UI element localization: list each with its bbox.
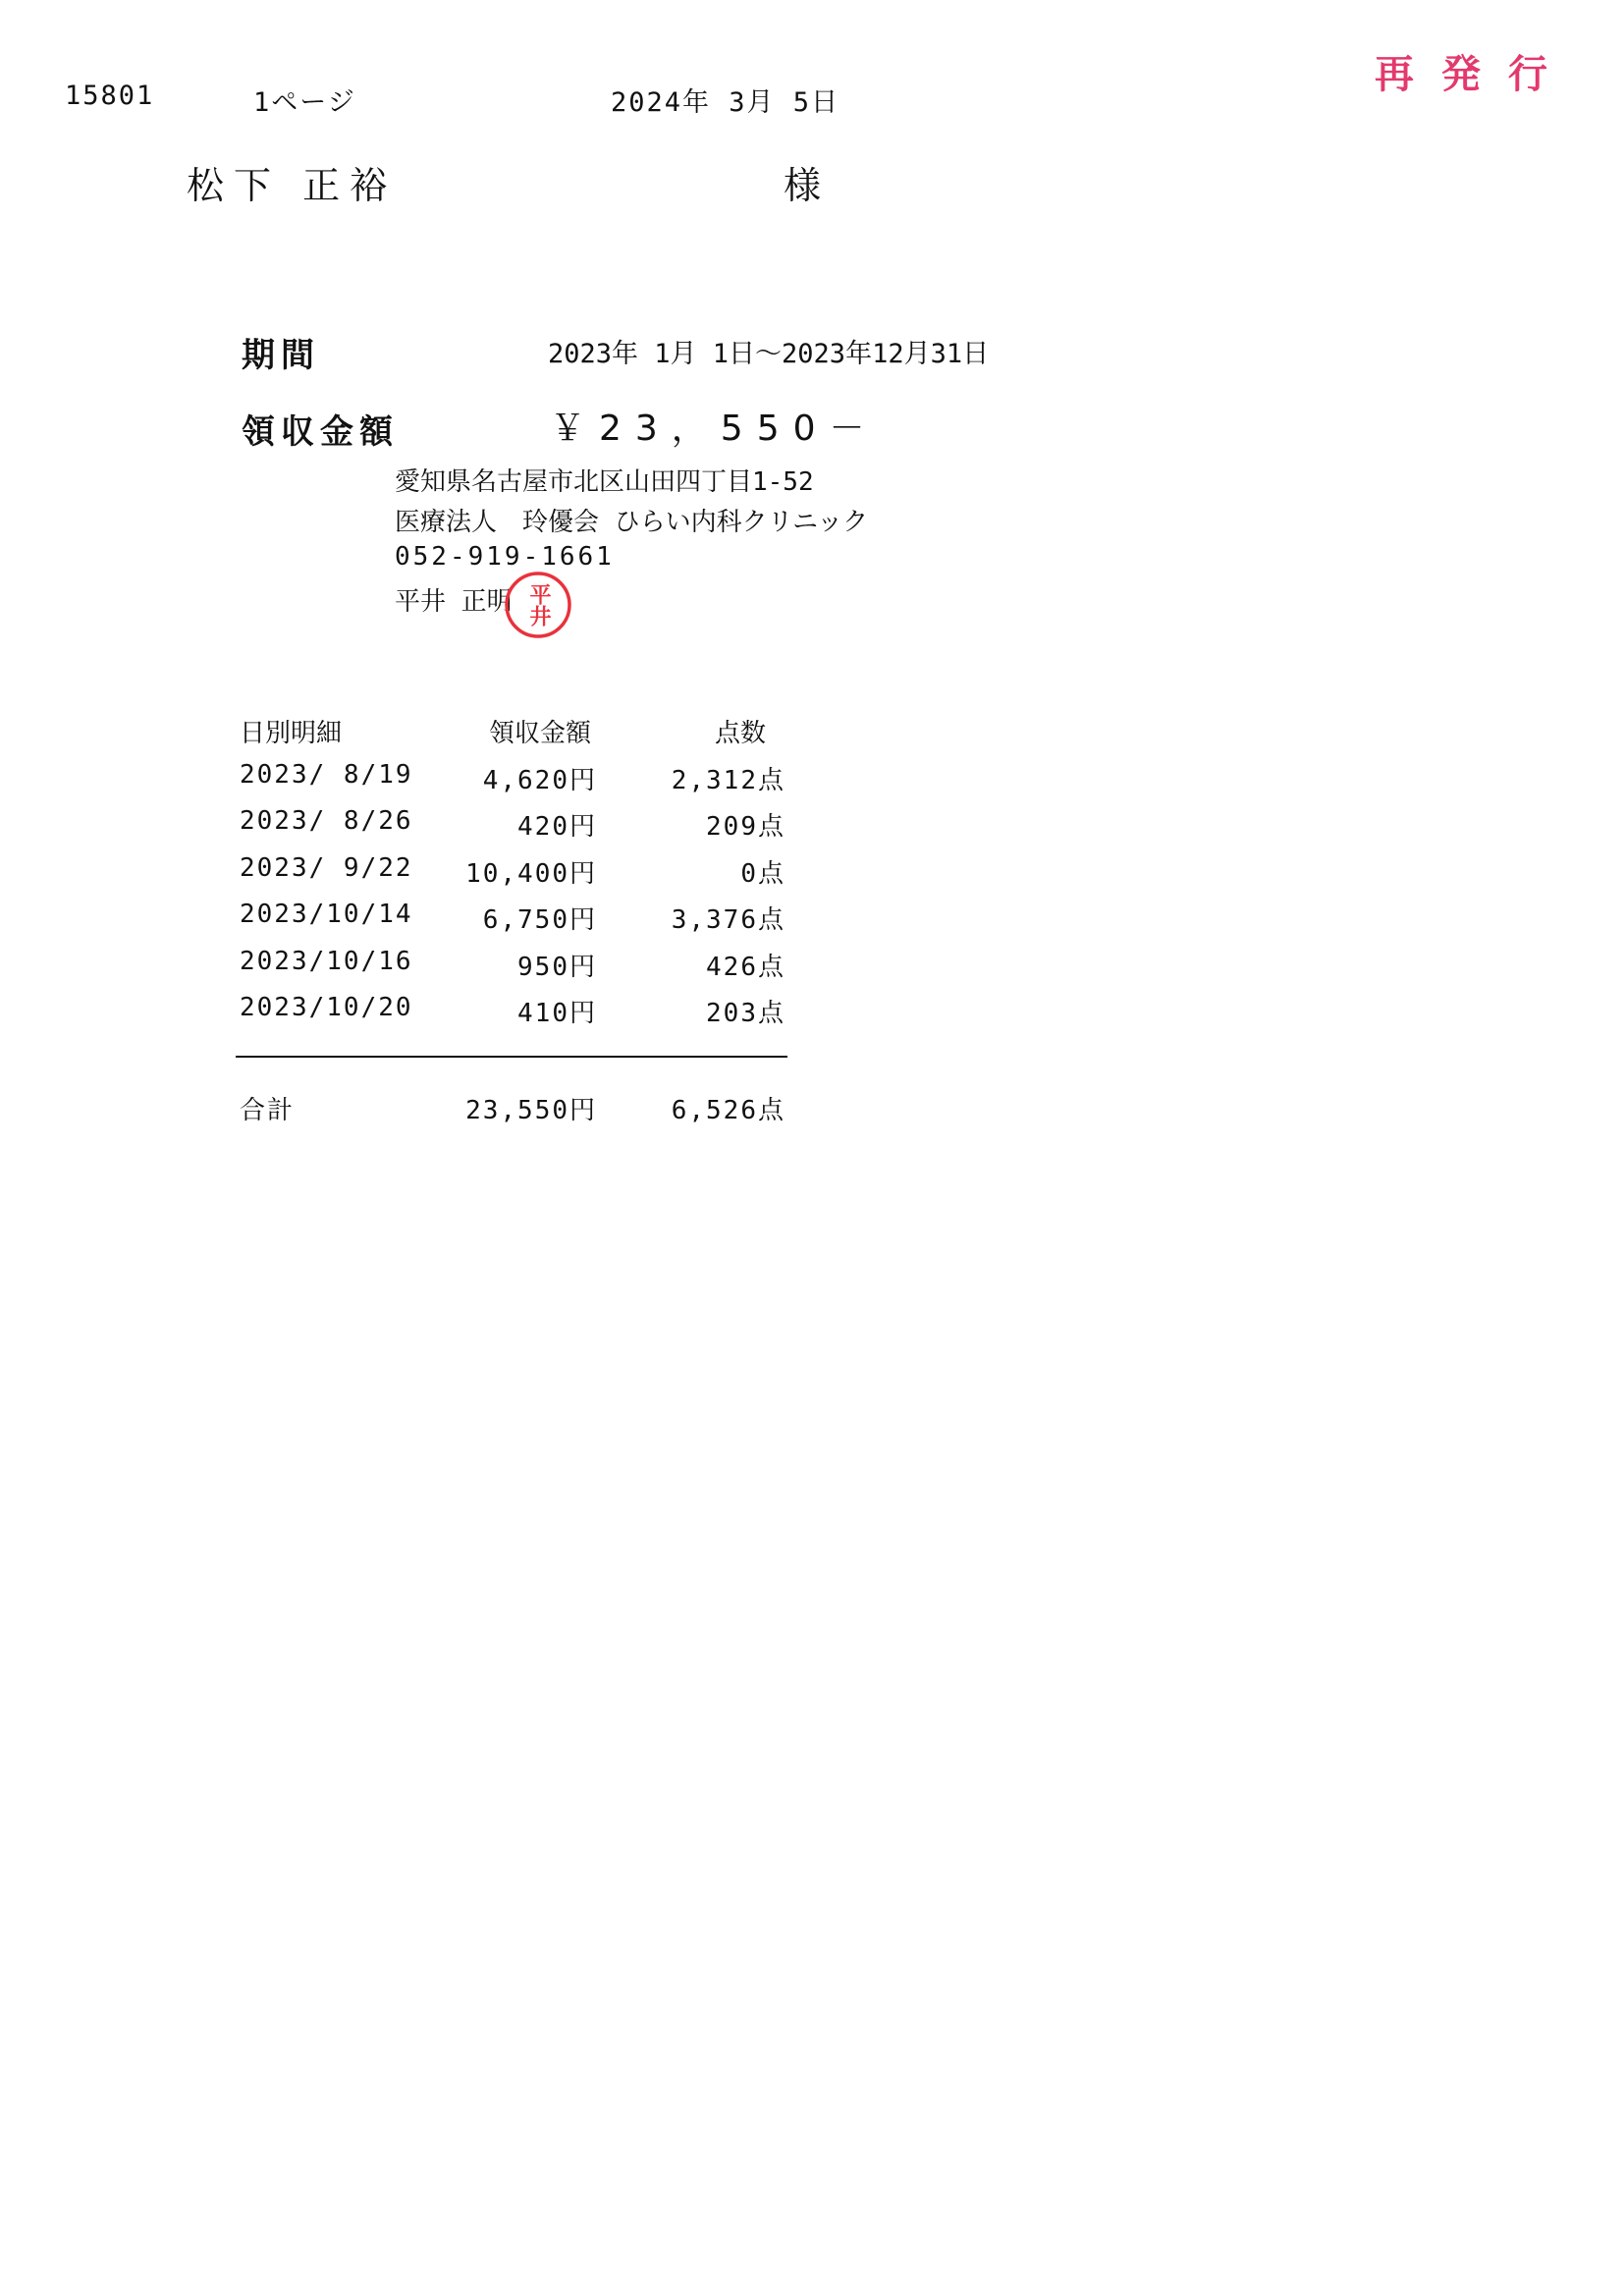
seal-stamp-icon xyxy=(503,570,573,640)
row-amount: 10,400円 xyxy=(465,858,597,889)
daily-detail-table xyxy=(236,713,787,1040)
row-amount: 410円 xyxy=(517,999,597,1028)
recipient-honorific: 様 xyxy=(784,164,822,207)
table-row xyxy=(236,947,787,994)
table-row xyxy=(236,760,787,807)
table-header-row xyxy=(236,713,787,760)
seal-text: 平井 xyxy=(526,583,551,627)
issuer-doctor-name: 平井 正明 xyxy=(395,587,513,617)
row-amount: 420円 xyxy=(517,812,597,842)
table-row xyxy=(236,993,787,1040)
header-amount: 領収金額 xyxy=(488,719,591,748)
row-amount: 6,750円 xyxy=(482,905,597,935)
total-points: 6,526点 xyxy=(671,1096,785,1125)
row-date: 2023/ 9/22 xyxy=(240,852,413,883)
table-row xyxy=(236,900,787,947)
row-points: 3,376点 xyxy=(671,905,785,935)
reissue-stamp: 再発行 xyxy=(1375,52,1575,97)
row-points: 2,312点 xyxy=(671,765,785,795)
row-points: 426点 xyxy=(706,952,785,982)
issuer-phone: 052-919-1661 xyxy=(395,542,615,572)
issue-date: 2024年 3月 5日 xyxy=(611,87,840,118)
row-points: 203点 xyxy=(706,999,785,1028)
table-row xyxy=(236,853,787,901)
total-amount: 23,550円 xyxy=(465,1096,597,1125)
period-value: 2023年 1月 1日～2023年12月31日 xyxy=(548,339,990,369)
issuer-address: 愛知県名古屋市北区山田四丁目1-52 xyxy=(395,467,814,497)
amount-value: ￥23，550－ xyxy=(550,409,879,449)
row-date: 2023/ 8/26 xyxy=(240,806,413,836)
row-date: 2023/10/20 xyxy=(240,993,413,1022)
row-date: 2023/10/16 xyxy=(240,946,413,976)
row-points: 0点 xyxy=(740,858,785,889)
row-date: 2023/ 8/19 xyxy=(240,759,413,790)
document-number: 15801 xyxy=(65,81,155,111)
table-divider xyxy=(236,1056,787,1058)
header-points: 点数 xyxy=(714,719,766,748)
row-date: 2023/10/14 xyxy=(240,900,413,929)
issuer-clinic-name: 医療法人 玲優会 ひらい内科クリニック xyxy=(395,508,869,537)
row-points: 209点 xyxy=(706,812,785,842)
period-label: 期間 xyxy=(242,336,320,375)
row-amount: 4,620円 xyxy=(482,765,597,795)
header-date: 日別明細 xyxy=(240,719,343,748)
recipient-name: 松下 正裕 xyxy=(187,164,398,207)
row-amount: 950円 xyxy=(517,952,597,982)
table-row xyxy=(236,806,787,853)
total-row xyxy=(236,1090,787,1129)
total-label: 合計 xyxy=(240,1096,296,1125)
page-label: 1ページ xyxy=(253,87,356,118)
amount-label: 領収金額 xyxy=(242,412,399,452)
